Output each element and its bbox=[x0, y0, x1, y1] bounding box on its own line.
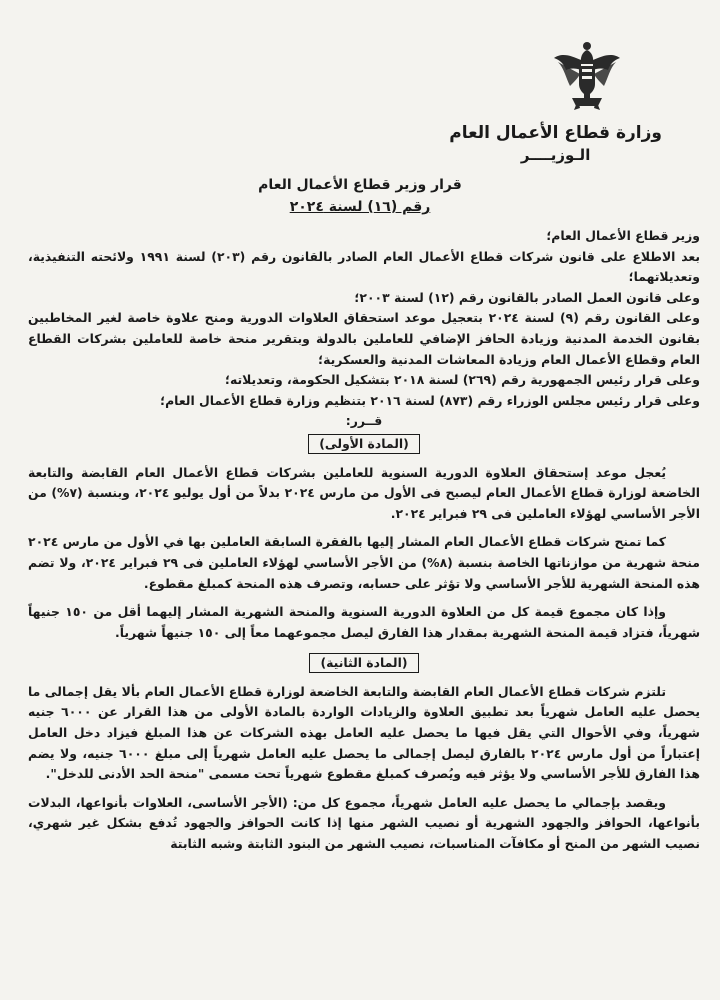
decree-title: قرار وزير قطاع الأعمال العام bbox=[258, 177, 462, 193]
article-1-paragraph: كما تمنح شركات قطاع الأعمال العام المشار إليها بالفقرة السابقة العاملين بها في الأول من مارس ٢٠٢٤ منحة شهرية من موازناتها الخاصة بنسبة (٨%) من الأجر الأساسي لهؤلاء العاملين فى ٢٩ فبراير ٢٠٢٤، ولا تضم هذه المنحة الشهرية للأجر الأساسي ولا تؤثر على حسابه، وتصرف هذه المنحة كمبلغ مقطوع. bbox=[28, 534, 700, 591]
ministry-header bbox=[449, 122, 662, 166]
preamble-line: وعلى القانون رقم (٩) لسنة ٢٠٢٤ بتعجيل موعد استحقاق العلاوات الدورية ومنح علاوة خاصة لغير المخاطبين بقانون الخدمة المدنية وزيادة الحافز الإضافي للعاملين بالدولة وبتقرير منحة خاصة للعاملين بشركات القطاع العام وقطاع الأعمال العام وزيادة المعاشات المدنية والعسكرية؛ bbox=[28, 310, 700, 367]
minister-label: الـوزيــــر bbox=[520, 146, 591, 164]
preamble-line: وعلى قرار رئيس مجلس الوزراء رقم (٨٧٣) لسنة ٢٠١٦ بتنظيم وزارة قطاع الأعمال العام؛ bbox=[160, 392, 700, 408]
article-1-heading: (المادة الأولى) bbox=[28, 434, 700, 455]
decided-label: قــرر: bbox=[345, 413, 383, 429]
preamble-line: وعلى قرار رئيس الجمهورية رقم (٢٦٩) لسنة ٢٠١٨ بتشكيل الحكومة، وتعديلاته؛ bbox=[225, 372, 700, 388]
preamble-line: بعد الاطلاع على قانون شركات قطاع الأعمال العام الصادر بالقانون رقم (٢٠٣) لسنة ١٩٩١ ولائحته التنفيذية، وتعديلاتهما؛ bbox=[28, 248, 700, 285]
eagle-emblem-icon bbox=[552, 38, 622, 118]
article-1-paragraph: يُعجل موعد إستحقاق العلاوة الدورية السنوية للعاملين بشركات قطاع الأعمال العام القابضة والتابعة الخاضعة لوزارة قطاع الأعمال العام ليصبح فى الأول من مارس ٢٠٢٤ بدلاً من أول يوليو ٢٠٢٤، وبنسبة (٧%) من الأجر الأساسي لهؤلاء العاملين فى ٢٩ فبراير ٢٠٢٤. bbox=[28, 464, 700, 521]
preamble-line: وزير قطاع الأعمال العام؛ bbox=[546, 228, 700, 243]
article-2-heading: (المادة الثانية) bbox=[28, 653, 700, 674]
ministry-name: وزارة قطاع الأعمال العام bbox=[449, 123, 662, 143]
decree-title-block bbox=[0, 174, 720, 218]
preamble-line: وعلى قانون العمل الصادر بالقانون رقم (١٢) لسنة ٢٠٠٣؛ bbox=[354, 289, 700, 305]
article-2-paragraph: ويقصد بإجمالي ما يحصل عليه العامل شهرياً، مجموع كل من: (الأجر الأساسى، العلاوات بأنواعها، البدلات بأنواعها، الحوافز والجهود الشهرية أو نصيب الشهر منها إذا كانت الحوافز والجهود تُدفع بشكل غير شهري، نصيب الشهر من المنح أو مكافآت المناسبات، نصيب الشهر من البنود الثابتة وشبه الثابتة bbox=[28, 794, 700, 852]
decree-number: رقم (١٦) لسنة ٢٠٢٤ bbox=[289, 199, 431, 215]
decree-body bbox=[28, 226, 700, 855]
article-2-paragraph: تلتزم شركات قطاع الأعمال العام القابضة والتابعة الخاضعة لوزارة قطاع الأعمال العام بألا يقل إجمالى ما يحصل عليه العامل شهرياً بعد تطبيق العلاوة والزيادات الواردة بالمادة الأولى من هذا القرار عن ٦٠٠٠ جنيه شهرياً، وفي الأحوال التي يقل فيها ما يحصل عليه العامل بهذه الشركات عن هذا المبلغ فيزاد دخل العامل إعتباراً من أول مارس ٢٠٢٤ بالفارق ليصل إجمالى ما يحصل عليه العامل شهرياً إلى مبلغ ٦٠٠٠ جنيه، ولا يضم هذا الفارق للأجر الأساسي ولا يؤثر فيه ويُصرف كمبلغ مقطوع شهرياً تحت مسمى "منحة الحد الأدنى للدخل". bbox=[28, 683, 700, 782]
article-1-paragraph: وإذا كان مجموع قيمة كل من العلاوة الدورية السنوية والمنحة الشهرية المشار إليهما أقل من ١٥٠ جنيهاً شهرياً، فتزاد قيمة المنحة الشهرية بمقدار هذا الفارق ليصل مجموعهما معاً إلى ١٥٠ جنيهاً شهرياً. bbox=[28, 604, 700, 640]
